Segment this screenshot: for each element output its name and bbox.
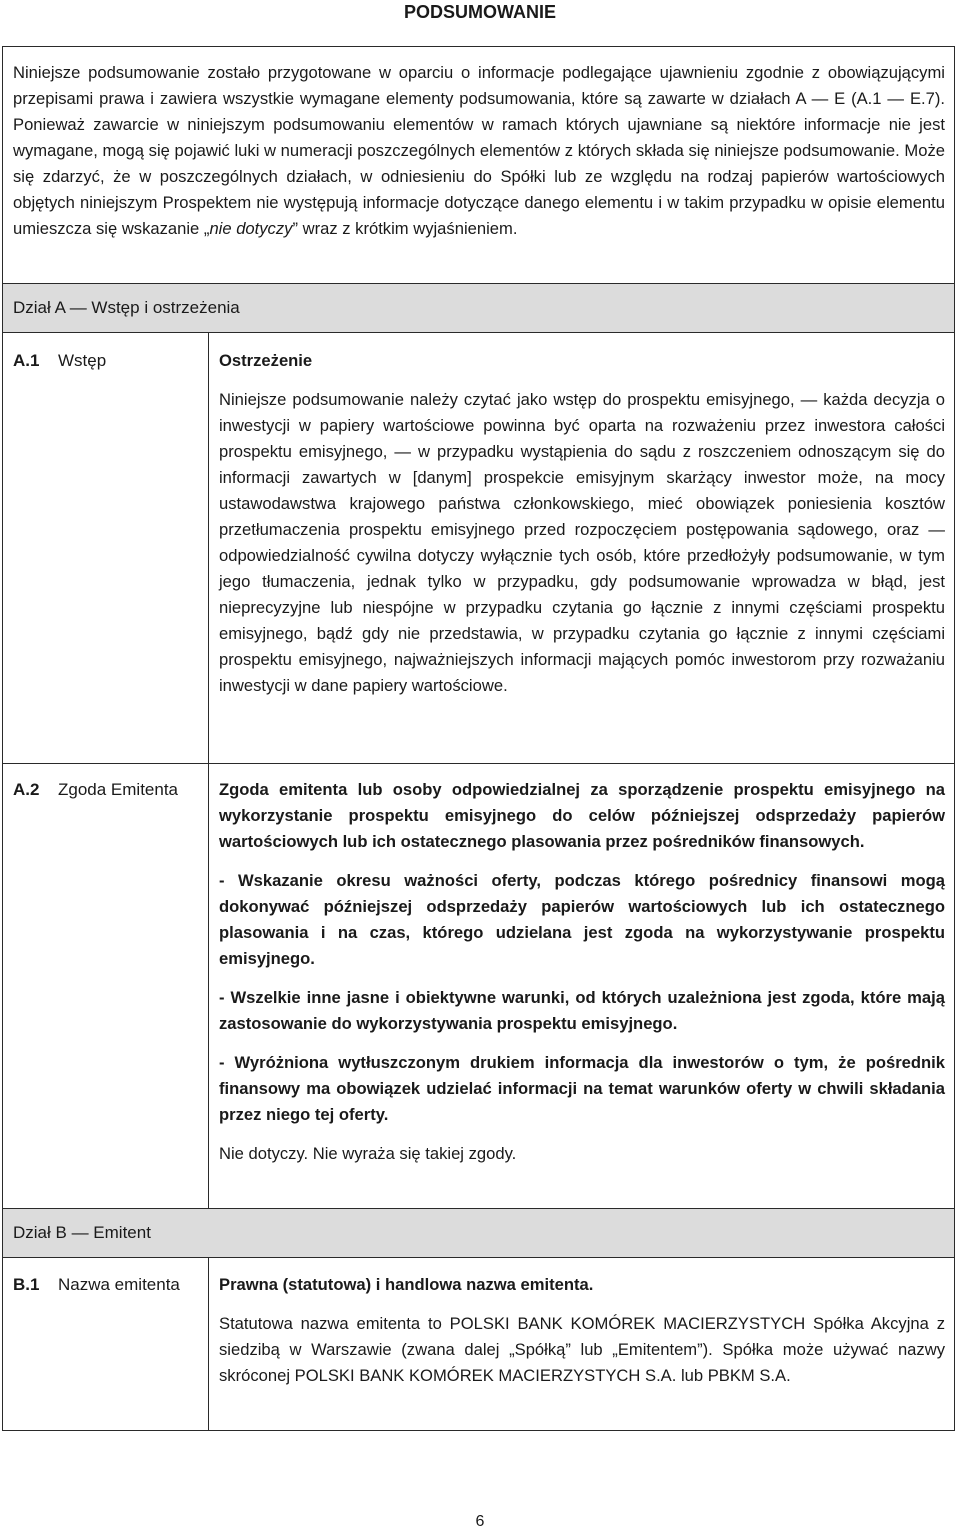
section-b-header xyxy=(3,1208,954,1258)
a2-paragraph-4: - Wyróżniona wytłuszczonym drukiem informacja dla inwestorów o tym, że pośrednik finansowy ma obowiązek udzielać informacji na temat warunków oferty w chwili składania przez niego tej oferty. xyxy=(219,1053,945,1124)
page-number: 6 xyxy=(475,1513,485,1530)
section-a-title: Dział A — Wstęp i ostrzeżenia xyxy=(13,298,240,317)
intro-text-1: Niniejsze podsumowanie zostało przygotowane w oparciu o informacje podlegające ujawnieniu zgodnie z obowiązującymi przepisami prawa i zawiera wszystkie wymagane elementy podsumowania, które są zawarte w działach A — E (A.1 — E.7). Ponieważ zawarcie w niniejszym podsumowaniu elementów w ramach których ujawniane są niektóre informacje nie jest wymagane, mogą się pojawić luki w numeracji poszczególnych elementów z których składa się niniejsze podsumowanie. Może się zdarzyć, że w poszczególnych działach, w odniesieniu do Spółki lub ze względu na rodzaj papierów wartościowych objętych niniejszym Prospektem nie występują informacje dotyczące danego elementu i w takim przypadku w opisie elementu umieszcza się wskazanie „ xyxy=(13,63,945,238)
a2-paragraph-1: Zgoda emitenta lub osoby odpowiedzialnej za sporządzenie prospektu emisyjnego na wykorzystanie prospektu emisyjnego do celów późniejszej odsprzedaży papierów wartościowych lub ich ostatecznego plasowania przez pośredników finansowych. xyxy=(219,780,945,851)
section-a-header xyxy=(3,283,954,333)
b1-content xyxy=(219,1272,945,1389)
a1-label: Wstęp xyxy=(58,351,107,370)
a2-paragraph-2: - Wskazanie okresu ważności oferty, podczas którego pośrednicy finansowi mogą dokonywać późniejszej odsprzedaży papierów wartościowych lub ich ostatecznego plasowania i na czas, którego udzielana jest zgoda na wykorzystywanie prospektu emisyjnego. xyxy=(219,871,945,968)
a2-divider xyxy=(208,763,209,1208)
a1-a2-separator xyxy=(3,763,954,764)
a2-paragraph-3: - Wszelkie inne jasne i obiektywne warunki, od których uzależniona jest zgoda, które mają zastosowanie do wykorzystywania prospektu emisyjnego. xyxy=(219,988,945,1033)
a2-label: Zgoda Emitenta xyxy=(58,780,179,799)
a2-paragraph-5: Nie dotyczy. Nie wyraża się takiej zgody. xyxy=(219,1144,517,1163)
b1-heading: Prawna (statutowa) i handlowa nazwa emitenta. xyxy=(219,1275,594,1294)
b1-label: Nazwa emitenta xyxy=(58,1275,180,1294)
a1-body: Niniejsze podsumowanie należy czytać jako wstęp do prospektu emisyjnego, — każda decyzja o inwestycji w papiery wartościowe powinna być oparta na rozważeniu przez inwestora całości prospektu emisyjnego, — w przypadku wystąpienia do sądu z roszczeniem odnoszącym się do informacji zawartych w [danym] prospekcie emisyjnym skarżący inwestor może, na mocy ustawodawstwa krajowego państwa członkowskiego, mieć obowiązek poniesienia kosztów przetłumaczenia prospektu emisyjnego przed rozpoczęciem postępowania sądowego, oraz — odpowiedzialność cywilna dotyczy wyłącznie tych osób, które przedłożyły podsumowanie, w tym jego tłumaczenia, jednak tylko w przypadku, gdy podsumowanie wprowadza w błąd, jest nieprecyzyjne lub niespójne w przypadku czytania go łącznie z innymi częściami prospektu emisyjnego, bądź gdy nie przedstawia, w przypadku czytania go łącznie z innymi częściami prospektu emisyjnego, najważniejszych informacji mających pomóc inwestorom przy rozważaniu inwestycji w dane papiery wartościowe. xyxy=(219,390,945,695)
page-title: PODSUMOWANIE xyxy=(403,2,556,22)
section-b-title: Dział B — Emitent xyxy=(13,1223,151,1242)
a1-code: A.1 xyxy=(13,351,40,370)
a1-divider xyxy=(208,333,209,763)
summary-table xyxy=(2,46,955,1431)
a1-content xyxy=(219,348,945,699)
a2-content xyxy=(219,777,945,1167)
intro-paragraph xyxy=(13,60,945,242)
a2-code: A.2 xyxy=(13,780,40,799)
b1-code: B.1 xyxy=(13,1275,40,1294)
intro-text-2: ” wraz z krótkim wyjaśnieniem. xyxy=(292,219,518,238)
b1-body: Statutowa nazwa emitenta to POLSKI BANK KOMÓREK MACIERZYSTYCH Spółka Akcyjna z siedzibą w Warszawie (zwana dalej „Spółką” lub „Emitentem”). Spółka może używać nazwy skróconej POLSKI BANK KOMÓREK MACIERZYSTYCH S.A. lub PBKM S.A. xyxy=(219,1314,945,1385)
b1-divider xyxy=(208,1258,209,1430)
intro-italic: nie dotyczy xyxy=(209,219,293,238)
a1-heading: Ostrzeżenie xyxy=(219,351,313,370)
